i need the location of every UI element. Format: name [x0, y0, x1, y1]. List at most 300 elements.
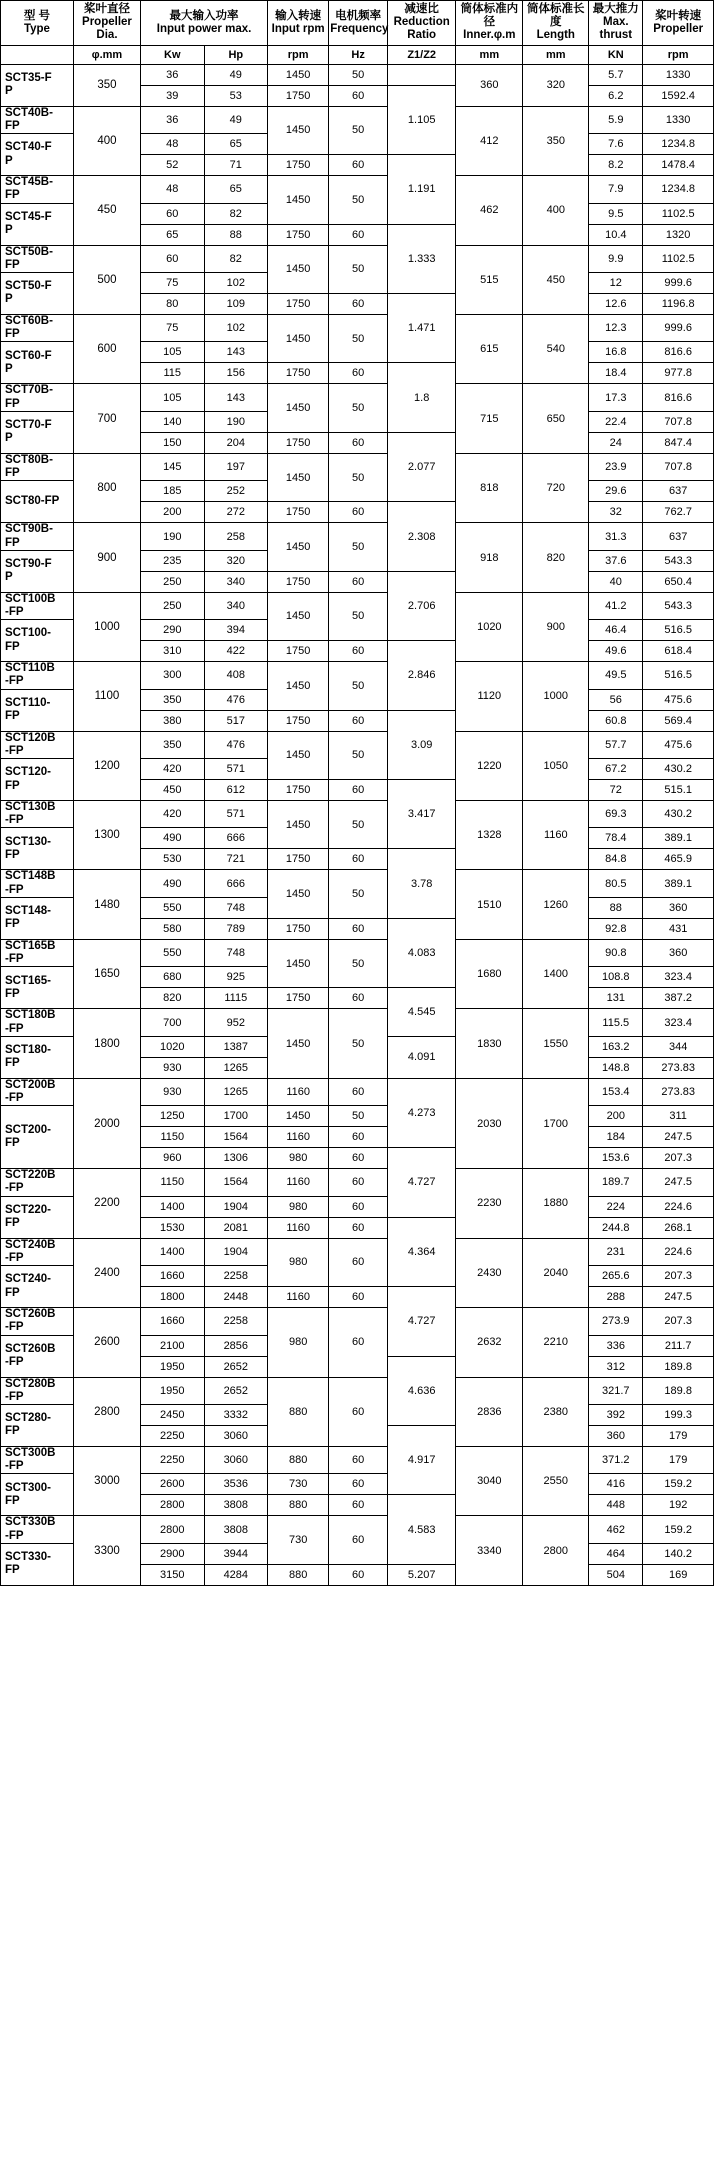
hp-cell: 65	[204, 134, 268, 155]
kw-cell: 1400	[141, 1196, 205, 1217]
rpm-cell: 1450	[268, 384, 329, 432]
len-cell: 450	[523, 245, 589, 314]
kn-cell: 32	[589, 502, 643, 523]
kn-cell: 60.8	[589, 710, 643, 731]
table-row	[1, 870, 714, 897]
rpm-cell: 1750	[268, 293, 329, 314]
hz-cell: 60	[329, 571, 388, 592]
ratio-cell: 1.333	[388, 224, 456, 293]
hp-cell: 2652	[204, 1356, 268, 1377]
header-input-rpm: 输入转速 Input rpm	[268, 1, 329, 46]
hp-cell: 789	[204, 918, 268, 939]
kn-cell: 56	[589, 689, 643, 710]
table-row	[1, 592, 714, 619]
prop-cell: 207.3	[643, 1148, 714, 1169]
dia-cell: 1300	[73, 801, 140, 870]
rpm-cell: 1750	[268, 85, 329, 106]
hz-cell: 60	[329, 1495, 388, 1516]
rpm-cell: 1750	[268, 918, 329, 939]
kw-cell: 75	[141, 272, 205, 293]
unit-ratio: Z1/Z2	[388, 45, 456, 64]
prop-cell: 387.2	[643, 988, 714, 1009]
hp-cell: 476	[204, 689, 268, 710]
kn-cell: 244.8	[589, 1217, 643, 1238]
kn-cell: 153.4	[589, 1078, 643, 1105]
prop-cell: 211.7	[643, 1335, 714, 1356]
hp-cell: 422	[204, 641, 268, 662]
ratio-cell: 2.077	[388, 432, 456, 501]
rpm-cell: 1750	[268, 849, 329, 870]
hp-cell: 1564	[204, 1169, 268, 1196]
table-row	[1, 1238, 714, 1265]
inner-cell: 715	[456, 384, 523, 453]
prop-cell: 199.3	[643, 1404, 714, 1425]
rpm-cell: 1750	[268, 988, 329, 1009]
hp-cell: 65	[204, 176, 268, 203]
kw-cell: 450	[141, 780, 205, 801]
hp-cell: 320	[204, 550, 268, 571]
kw-cell: 65	[141, 224, 205, 245]
kw-cell: 48	[141, 176, 205, 203]
ratio-cell: 4.636	[388, 1356, 456, 1425]
hz-cell: 60	[329, 1564, 388, 1585]
ratio-cell: 4.545	[388, 988, 456, 1036]
hz-cell: 50	[329, 384, 388, 432]
header-inner-dia: 筒体标准内径 Inner.φ.m	[456, 1, 523, 46]
prop-cell: 1196.8	[643, 293, 714, 314]
unit-inner-mm: mm	[456, 45, 523, 64]
hz-cell: 60	[329, 849, 388, 870]
prop-cell: 1234.8	[643, 134, 714, 155]
dia-cell: 2400	[73, 1238, 140, 1307]
kw-cell: 2450	[141, 1404, 205, 1425]
header-length: 筒体标准长度 Length	[523, 1, 589, 46]
model-cell: SCT110B -FP	[1, 662, 74, 689]
inner-cell: 1680	[456, 939, 523, 1008]
prop-cell: 179	[643, 1425, 714, 1446]
prop-cell: 192	[643, 1495, 714, 1516]
prop-cell: 159.2	[643, 1516, 714, 1543]
inner-cell: 3040	[456, 1446, 523, 1515]
table-header	[1, 1, 714, 65]
prop-cell: 360	[643, 897, 714, 918]
kn-cell: 69.3	[589, 801, 643, 828]
kn-cell: 67.2	[589, 759, 643, 780]
ratio-cell: 2.308	[388, 502, 456, 571]
kw-cell: 235	[141, 550, 205, 571]
kw-cell: 1530	[141, 1217, 205, 1238]
hp-cell: 71	[204, 155, 268, 176]
kw-cell: 580	[141, 918, 205, 939]
prop-cell: 1234.8	[643, 176, 714, 203]
hp-cell: 748	[204, 939, 268, 966]
model-cell: SCT70-F P	[1, 411, 74, 453]
rpm-cell: 1450	[268, 1009, 329, 1078]
kn-cell: 392	[589, 1404, 643, 1425]
hp-cell: 612	[204, 780, 268, 801]
hp-cell: 143	[204, 384, 268, 411]
prop-cell: 1330	[643, 106, 714, 133]
len-cell: 540	[523, 314, 589, 383]
kn-cell: 115.5	[589, 1009, 643, 1036]
hp-cell: 156	[204, 363, 268, 384]
hz-cell: 60	[329, 293, 388, 314]
prop-cell: 707.8	[643, 453, 714, 480]
len-cell: 320	[523, 64, 589, 106]
rpm-cell: 1450	[268, 523, 329, 571]
prop-cell: 189.8	[643, 1377, 714, 1404]
table-row	[1, 1377, 714, 1404]
dia-cell: 2600	[73, 1308, 140, 1377]
header-max-thrust: 最大推力 Max. thrust	[589, 1, 643, 46]
kw-cell: 52	[141, 155, 205, 176]
kn-cell: 12.6	[589, 293, 643, 314]
model-cell: SCT60-F P	[1, 342, 74, 384]
hp-cell: 340	[204, 571, 268, 592]
kn-cell: 273.9	[589, 1308, 643, 1335]
len-cell: 2380	[523, 1377, 589, 1446]
kn-cell: 163.2	[589, 1036, 643, 1057]
model-cell: SCT50B- FP	[1, 245, 74, 272]
kw-cell: 310	[141, 641, 205, 662]
kn-cell: 40	[589, 571, 643, 592]
header-propeller-dia: 桨叶直径 Propeller Dia.	[73, 1, 140, 46]
hp-cell: 88	[204, 224, 268, 245]
dia-cell: 900	[73, 523, 140, 592]
prop-cell: 637	[643, 481, 714, 502]
table-row	[1, 1169, 714, 1196]
kn-cell: 12.3	[589, 314, 643, 341]
kw-cell: 1150	[141, 1169, 205, 1196]
hz-cell: 50	[329, 64, 388, 85]
rpm-cell: 1160	[268, 1287, 329, 1308]
inner-cell: 360	[456, 64, 523, 106]
header-type: 型 号 Type	[1, 1, 74, 46]
kw-cell: 820	[141, 988, 205, 1009]
prop-cell: 1330	[643, 64, 714, 85]
len-cell: 350	[523, 106, 589, 175]
dia-cell: 700	[73, 384, 140, 453]
table-row	[1, 314, 714, 341]
kn-cell: 92.8	[589, 918, 643, 939]
kn-cell: 9.5	[589, 203, 643, 224]
len-cell: 650	[523, 384, 589, 453]
model-cell: SCT280B -FP	[1, 1377, 74, 1404]
hz-cell: 60	[329, 1377, 388, 1446]
kw-cell: 2100	[141, 1335, 205, 1356]
ratio-cell: 4.364	[388, 1217, 456, 1286]
kw-cell: 490	[141, 870, 205, 897]
hp-cell: 1904	[204, 1196, 268, 1217]
rpm-cell: 980	[268, 1196, 329, 1217]
kw-cell: 1250	[141, 1106, 205, 1127]
model-cell: SCT50-F P	[1, 272, 74, 314]
kn-cell: 31.3	[589, 523, 643, 550]
unit-dia: φ.mm	[73, 45, 140, 64]
model-cell: SCT45-F P	[1, 203, 74, 245]
table-row	[1, 106, 714, 133]
ratio-cell: 4.583	[388, 1495, 456, 1564]
prop-cell: 465.9	[643, 849, 714, 870]
kn-cell: 22.4	[589, 411, 643, 432]
kn-cell: 17.3	[589, 384, 643, 411]
model-cell: SCT300- FP	[1, 1474, 74, 1516]
model-cell: SCT100- FP	[1, 620, 74, 662]
hp-cell: 340	[204, 592, 268, 619]
prop-cell: 1102.5	[643, 203, 714, 224]
dia-cell: 350	[73, 64, 140, 106]
kw-cell: 1950	[141, 1356, 205, 1377]
inner-cell: 515	[456, 245, 523, 314]
inner-cell: 2836	[456, 1377, 523, 1446]
table-row	[1, 1308, 714, 1335]
hp-cell: 49	[204, 64, 268, 85]
rpm-cell: 1450	[268, 939, 329, 987]
rpm-cell: 880	[268, 1495, 329, 1516]
dia-cell: 450	[73, 176, 140, 245]
prop-cell: 207.3	[643, 1266, 714, 1287]
hp-cell: 272	[204, 502, 268, 523]
prop-cell: 516.5	[643, 662, 714, 689]
kw-cell: 185	[141, 481, 205, 502]
model-cell: SCT330B -FP	[1, 1516, 74, 1543]
inner-cell: 412	[456, 106, 523, 175]
rpm-cell: 980	[268, 1238, 329, 1286]
rpm-cell: 1750	[268, 780, 329, 801]
kw-cell: 380	[141, 710, 205, 731]
prop-cell: 431	[643, 918, 714, 939]
prop-cell: 637	[643, 523, 714, 550]
prop-cell: 762.7	[643, 502, 714, 523]
inner-cell: 1220	[456, 731, 523, 800]
prop-cell: 389.1	[643, 828, 714, 849]
hz-cell: 50	[329, 453, 388, 501]
hp-cell: 3536	[204, 1474, 268, 1495]
kn-cell: 371.2	[589, 1446, 643, 1473]
rpm-cell: 880	[268, 1377, 329, 1446]
kw-cell: 350	[141, 689, 205, 710]
kw-cell: 1400	[141, 1238, 205, 1265]
hz-cell: 60	[329, 1169, 388, 1196]
hz-cell: 50	[329, 314, 388, 362]
inner-cell: 2030	[456, 1078, 523, 1168]
prop-cell: 999.6	[643, 314, 714, 341]
hp-cell: 1265	[204, 1057, 268, 1078]
kw-cell: 680	[141, 967, 205, 988]
model-cell: SCT330- FP	[1, 1543, 74, 1585]
rpm-cell: 1160	[268, 1169, 329, 1196]
kn-cell: 49.6	[589, 641, 643, 662]
kn-cell: 41.2	[589, 592, 643, 619]
kw-cell: 1660	[141, 1308, 205, 1335]
ratio-cell: 3.09	[388, 710, 456, 779]
model-cell: SCT60B- FP	[1, 314, 74, 341]
hp-cell: 49	[204, 106, 268, 133]
model-cell: SCT80B- FP	[1, 453, 74, 480]
kw-cell: 115	[141, 363, 205, 384]
kn-cell: 200	[589, 1106, 643, 1127]
rpm-cell: 880	[268, 1564, 329, 1585]
hp-cell: 1115	[204, 988, 268, 1009]
kn-cell: 448	[589, 1495, 643, 1516]
hz-cell: 60	[329, 1148, 388, 1169]
kw-cell: 2600	[141, 1474, 205, 1495]
model-cell: SCT40-F P	[1, 134, 74, 176]
kn-cell: 37.6	[589, 550, 643, 571]
hz-cell: 50	[329, 592, 388, 640]
prop-cell: 140.2	[643, 1543, 714, 1564]
prop-cell: 430.2	[643, 759, 714, 780]
hp-cell: 3808	[204, 1516, 268, 1543]
hz-cell: 60	[329, 1217, 388, 1238]
kw-cell: 60	[141, 245, 205, 272]
table-row	[1, 523, 714, 550]
header-row	[1, 1, 714, 46]
model-cell: SCT35-F P	[1, 64, 74, 106]
rpm-cell: 1450	[268, 1106, 329, 1127]
model-cell: SCT220- FP	[1, 1196, 74, 1238]
table-body	[1, 64, 714, 1585]
kn-cell: 49.5	[589, 662, 643, 689]
dia-cell: 1800	[73, 1009, 140, 1078]
kn-cell: 18.4	[589, 363, 643, 384]
hp-cell: 666	[204, 870, 268, 897]
unit-kw: Kw	[141, 45, 205, 64]
table-row	[1, 1078, 714, 1105]
hp-cell: 571	[204, 801, 268, 828]
kn-cell: 504	[589, 1564, 643, 1585]
dia-cell: 3300	[73, 1516, 140, 1585]
kw-cell: 48	[141, 134, 205, 155]
table-row	[1, 64, 714, 85]
dia-cell: 2000	[73, 1078, 140, 1168]
rpm-cell: 1160	[268, 1217, 329, 1238]
kw-cell: 250	[141, 592, 205, 619]
kn-cell: 360	[589, 1425, 643, 1446]
kw-cell: 1020	[141, 1036, 205, 1057]
hp-cell: 143	[204, 342, 268, 363]
model-cell: SCT148- FP	[1, 897, 74, 939]
len-cell: 400	[523, 176, 589, 245]
len-cell: 1400	[523, 939, 589, 1008]
prop-cell: 224.6	[643, 1238, 714, 1265]
len-cell: 1880	[523, 1169, 589, 1238]
rpm-cell: 730	[268, 1474, 329, 1495]
kn-cell: 321.7	[589, 1377, 643, 1404]
unit-prop-rpm: rpm	[643, 45, 714, 64]
len-cell: 820	[523, 523, 589, 592]
hz-cell: 50	[329, 870, 388, 918]
prop-cell: 344	[643, 1036, 714, 1057]
prop-cell: 207.3	[643, 1308, 714, 1335]
dia-cell: 2200	[73, 1169, 140, 1238]
hp-cell: 476	[204, 731, 268, 758]
ratio-cell: 1.191	[388, 155, 456, 224]
hp-cell: 82	[204, 245, 268, 272]
table-row	[1, 1516, 714, 1543]
kw-cell: 250	[141, 571, 205, 592]
hp-cell: 102	[204, 314, 268, 341]
prop-cell: 543.3	[643, 550, 714, 571]
len-cell: 720	[523, 453, 589, 522]
ratio-cell: 3.417	[388, 780, 456, 849]
prop-cell: 169	[643, 1564, 714, 1585]
inner-cell: 1830	[456, 1009, 523, 1078]
ratio-cell: 1.8	[388, 363, 456, 432]
table-row	[1, 801, 714, 828]
kn-cell: 462	[589, 1516, 643, 1543]
hz-cell: 50	[329, 1106, 388, 1127]
kn-cell: 148.8	[589, 1057, 643, 1078]
len-cell: 1050	[523, 731, 589, 800]
kn-cell: 57.7	[589, 731, 643, 758]
prop-cell: 360	[643, 939, 714, 966]
dia-cell: 600	[73, 314, 140, 383]
prop-cell: 247.5	[643, 1169, 714, 1196]
hz-cell: 60	[329, 1078, 388, 1105]
hp-cell: 53	[204, 85, 268, 106]
hp-cell: 1564	[204, 1127, 268, 1148]
kn-cell: 5.7	[589, 64, 643, 85]
table-row	[1, 453, 714, 480]
rpm-cell: 730	[268, 1516, 329, 1564]
kn-cell: 9.9	[589, 245, 643, 272]
kw-cell: 1150	[141, 1127, 205, 1148]
ratio-cell: 4.917	[388, 1425, 456, 1494]
kw-cell: 930	[141, 1078, 205, 1105]
inner-cell: 2632	[456, 1308, 523, 1377]
model-cell: SCT100B -FP	[1, 592, 74, 619]
model-cell: SCT260B -FP	[1, 1335, 74, 1377]
kn-cell: 78.4	[589, 828, 643, 849]
hp-cell: 258	[204, 523, 268, 550]
dia-cell: 400	[73, 106, 140, 175]
prop-cell: 159.2	[643, 1474, 714, 1495]
kn-cell: 5.9	[589, 106, 643, 133]
hp-cell: 4284	[204, 1564, 268, 1585]
inner-cell: 1510	[456, 870, 523, 939]
kw-cell: 290	[141, 620, 205, 641]
model-cell: SCT300B -FP	[1, 1446, 74, 1473]
len-cell: 2210	[523, 1308, 589, 1377]
rpm-cell: 980	[268, 1148, 329, 1169]
hp-cell: 517	[204, 710, 268, 731]
prop-cell: 977.8	[643, 363, 714, 384]
model-cell: SCT180B -FP	[1, 1009, 74, 1036]
inner-cell: 1020	[456, 592, 523, 661]
hz-cell: 60	[329, 85, 388, 106]
hz-cell: 60	[329, 710, 388, 731]
rpm-cell: 1450	[268, 801, 329, 849]
kn-cell: 10.4	[589, 224, 643, 245]
ratio-cell: 4.091	[388, 1036, 456, 1078]
model-cell: SCT280- FP	[1, 1404, 74, 1446]
hp-cell: 408	[204, 662, 268, 689]
kw-cell: 1800	[141, 1287, 205, 1308]
prop-cell: 847.4	[643, 432, 714, 453]
model-cell: SCT80-FP	[1, 481, 74, 523]
kn-cell: 90.8	[589, 939, 643, 966]
rpm-cell: 1750	[268, 363, 329, 384]
hp-cell: 1265	[204, 1078, 268, 1105]
hz-cell: 60	[329, 780, 388, 801]
ratio-cell: 2.846	[388, 641, 456, 710]
model-cell: SCT90B- FP	[1, 523, 74, 550]
kn-cell: 336	[589, 1335, 643, 1356]
len-cell: 1550	[523, 1009, 589, 1078]
model-cell: SCT165- FP	[1, 967, 74, 1009]
hp-cell: 2448	[204, 1287, 268, 1308]
